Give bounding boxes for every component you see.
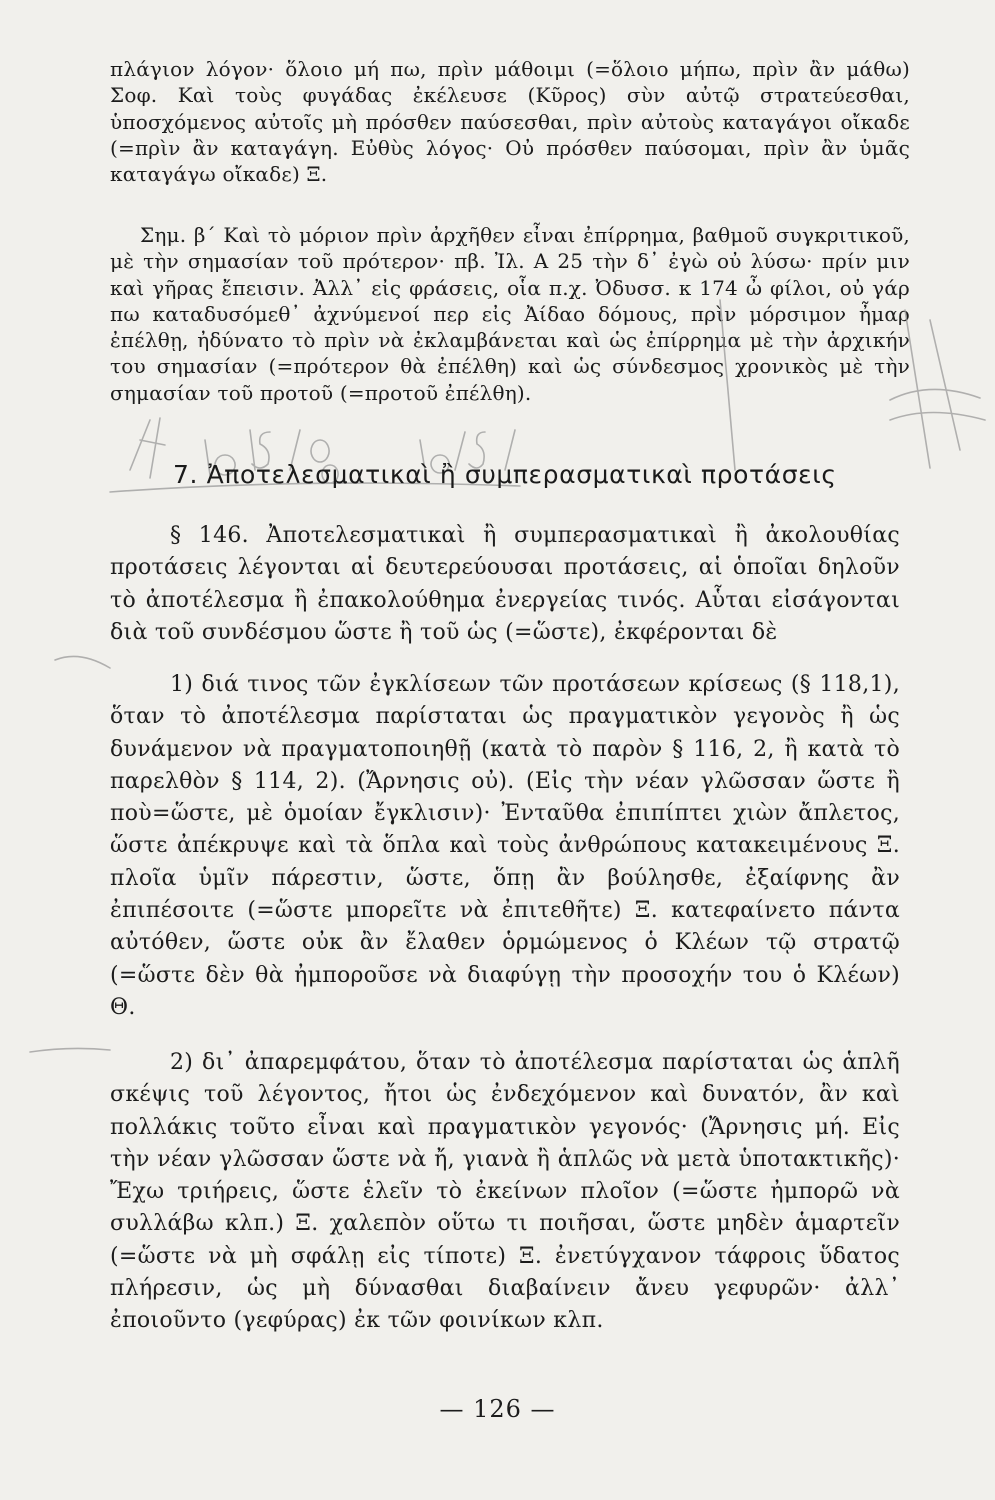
item-1-paragraph [110, 669, 900, 1024]
note-paragraph [110, 222, 910, 406]
note-paragraph-text: Σημ. β΄ Καὶ τὸ μόριον πρὶν ἀρχῆθεν εἶναι ἐπίρρημα, βαθμοῦ συγκριτικοῦ, μὲ τὴν σημασίαν τοῦ πρότερον· πβ. Ἰλ. Α 25 τὴν δ᾽ ἐγὼ οὐ λύσω· πρίν μιν καὶ γῆρας ἔπεισιν. Ἀλλ᾽ εἰς φράσεις, οἷα π.χ. Ὀδυσσ. κ 174 ὦ φίλοι, οὐ γάρ πω καταδυσόμεθ᾽ ἀχνύμενοί περ εἰς Ἀίδαο δόμους, πρὶν μόρσιμον ἦμαρ ἐπέλθῃ, ἠδύνατο τὸ πρὶν νὰ ἐκλαμβάνεται καὶ ὡς ἐπίρρημα μὲ τὴν ἀρχικήν του σημασίαν (=πρότερον θὰ ἐπέλθη) καὶ ὡς σύνδεσμος χρονικὸς μὲ τὴν σημασίαν τοῦ προτοῦ (=προτοῦ ἐπέλθη). [110, 223, 910, 405]
section-146-paragraph [110, 520, 900, 649]
item-2-text: 2) δι᾽ ἀπαρεμφάτου, ὅταν τὸ ἀποτέλεσμα παρίσταται ὡς ἁπλῆ σκέψις τοῦ λέγοντος, ἤτοι ὡς ἐνδεχόμενον καὶ δυνατόν, ἂν καὶ πολλάκις τοῦτο εἶναι καὶ πραγματικὸν γεγονός· (Ἄρνησις μή. Εἰς τὴν νέαν γλῶσσαν ὥστε νὰ ἤ, γιανὰ ἢ ἁπλῶς νὰ μετὰ ὑποτακτικῆς)· Ἔχω τριήρεις, ὥστε ἑλεῖν τὸ ἐκείνων πλοῖον (=ὥστε ἠμπορῶ νὰ συλλάβω κλπ.) Ξ. χαλεπὸν οὕτω τι ποιῆσαι, ὥστε μηδὲν ἁμαρτεῖν (=ὥστε νὰ μὴ σφάλῃ εἰς τίποτε) Ξ. ἐνετύγχανον τάφροις ὕδατος πλήρεσιν, ὡς μὴ δύνασθαι διαβαίνειν ἄνευ γεφυρῶν· ἀλλ᾽ ἐποιοῦντο (γεφύρας) ἐκ τῶν φοινίκων κλπ. [110, 1050, 900, 1334]
section-heading: 7. Ἀποτελεσματικαὶ ἢ συμπερασματικαὶ προτάσεις [173, 460, 837, 489]
top-paragraph-text: πλάγιον λόγον· ὅλοιο μή πω, πρὶν μάθοιμι (=ὅλοιο μήπω, πρὶν ἂν μάθω) Σοφ. Καὶ τοὺς φυγάδας ἐκέλευσε (Κῦρος) σὺν αὐτῷ στρατεύεσθαι, ὑποσχόμενος αὐτοῖς μὴ πρόσθεν παύσεσθαι, πρὶν αὐτοὺς καταγάγοι οἴκαδε (=πρὶν ἂν καταγάγη. Εὐθὺς λόγος· Οὐ πρόσθεν παύσομαι, πρὶν ἂν ὑμᾶς καταγάγω οἴκαδε) Ξ. [110, 57, 910, 187]
section-146-text: § 146. Ἀποτελεσματικαὶ ἢ συμπερασματικαὶ ἢ ἀκολουθίας προτάσεις λέγονται αἱ δευτερεύουσαι προτάσεις, αἱ ὁποῖαι δηλοῦν τὸ ἀποτέλεσμα ἢ ἐπακολούθημα ἐνεργείας τινός. Αὗται εἰσάγονται διὰ τοῦ συνδέσμου ὥστε ἢ τοῦ ὡς (=ὥστε), ἐκφέρονται δὲ [110, 523, 900, 645]
item-1-text: 1) διά τινος τῶν ἐγκλίσεων τῶν προτάσεων κρίσεως (§ 118,1), ὅταν τὸ ἀποτέλεσμα παρίσταται ὡς πραγματικὸν γεγονὸς ἢ ὡς δυνάμενον νὰ πραγματοποιηθῇ (κατὰ τὸ παρὸν § 116, 2, ἢ κατὰ τὸ παρελθὸν § 114, 2). (Ἄρνησις οὐ). (Εἰς τὴν νέαν γλῶσσαν ὥστε ἢ ποὺ=ὥστε, μὲ ὁμοίαν ἔγκλισιν)· Ἐνταῦθα ἐπιπίπτει χιὼν ἄπλετος, ὥστε ἀπέκρυψε καὶ τὰ ὅπλα καὶ τοὺς ἀνθρώπους κατακειμένους Ξ. πλοῖα ὑμῖν πάρεστιν, ὥστε, ὅπῃ ἂν βούλησθε, ἐξαίφνης ἂν ἐπιπέσοιτε (=ὥστε μπορεῖτε νὰ ἐπιτεθῆτε) Ξ. κατεφαίνετο πάντα αὐτόθεν, ὥστε οὐκ ἂν ἔλαθεν ὁρμώμενος ὁ Κλέων τῷ στρατῷ (=ὥστε δὲν θὰ ἠμποροῦσε νὰ διαφύγῃ τὴν προσοχήν του ὁ Κλέων) Θ. [110, 672, 900, 1020]
page-number: — 126 — [439, 1395, 556, 1423]
top-paragraph [110, 56, 910, 187]
item-2-paragraph [110, 1047, 900, 1338]
